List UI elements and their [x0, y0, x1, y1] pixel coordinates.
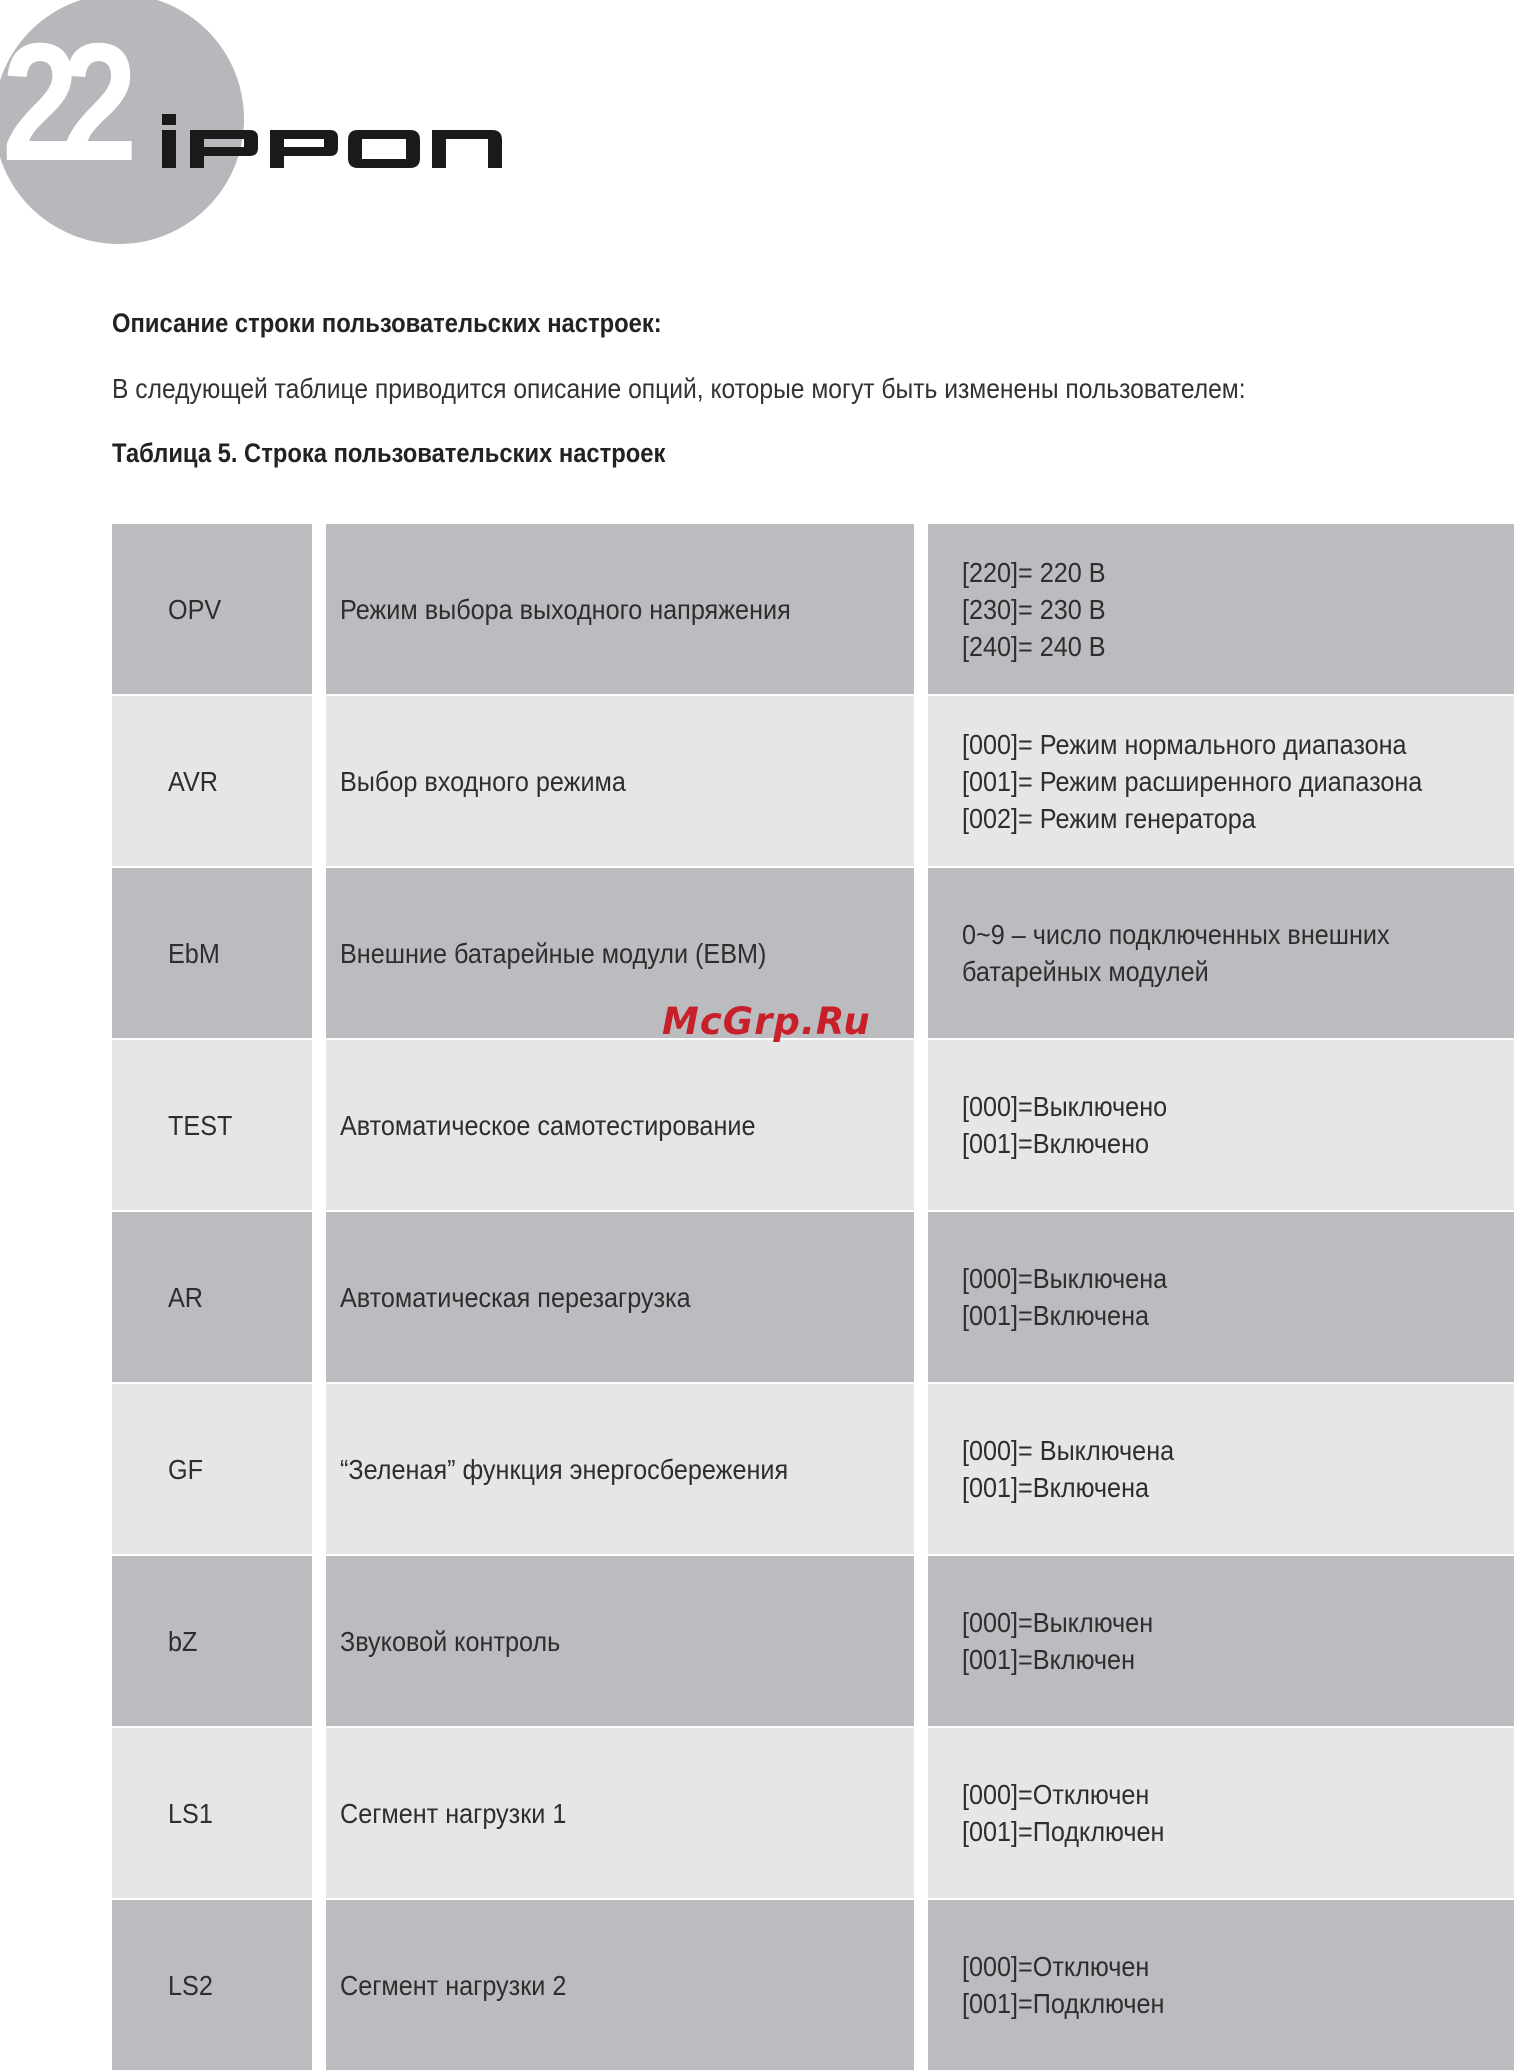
description-cell: [326, 1384, 914, 1554]
setting-options: [962, 1776, 1164, 1850]
code-cell: [112, 868, 312, 1038]
setting-description: “Зеленая” функция энергосбережения: [340, 1453, 789, 1485]
setting-code: bZ: [168, 1625, 198, 1657]
option-line: [240]= 240 В: [962, 630, 1106, 662]
option-line: [000]=Выключена: [962, 1263, 1168, 1294]
setting-options: [962, 1948, 1164, 2022]
code-cell: [112, 1556, 312, 1726]
options-cell: [928, 1040, 1514, 1210]
option-line: [001]=Включено: [962, 1128, 1150, 1159]
code-cell: [112, 1900, 312, 2070]
description-cell: [326, 1900, 914, 2070]
option-line: [001]=Включен: [962, 1644, 1135, 1675]
option-line: [000]=Выключен: [962, 1607, 1154, 1638]
option-line: [000]=Выключено: [962, 1091, 1168, 1122]
setting-description: Сегмент нагрузки 1: [340, 1797, 567, 1829]
section-title: Описание строки пользовательских настроек:: [112, 308, 662, 338]
options-cell: [928, 696, 1514, 866]
watermark-text: McGrp.Ru: [662, 1000, 871, 1043]
option-line: [001]=Включена: [962, 1300, 1150, 1331]
table-row: [112, 694, 1514, 866]
option-line: [001]=Подключен: [962, 1816, 1165, 1847]
table-row: [112, 1210, 1514, 1382]
option-line: [001]= Режим расширенного диапазона: [962, 765, 1423, 797]
setting-code: GF: [168, 1453, 204, 1485]
code-cell: [112, 1384, 312, 1554]
setting-code: OPV: [168, 593, 222, 625]
option-line: [000]= Выключена: [962, 1435, 1175, 1466]
intro-text: В следующей таблице приводится описание опций, которые могут быть изменены пользователем:: [112, 373, 1246, 404]
setting-code: AR: [168, 1281, 204, 1313]
description-cell: [326, 524, 914, 694]
settings-table: [112, 524, 1514, 2070]
table-row: [112, 1898, 1514, 2070]
page-number: 22: [2, 8, 120, 196]
setting-options: [962, 1260, 1167, 1334]
table-row: [112, 524, 1514, 694]
setting-description: Автоматическое самотестирование: [340, 1109, 756, 1141]
options-cell: [928, 1212, 1514, 1382]
description-cell: [326, 696, 914, 866]
table-row: [112, 1554, 1514, 1726]
setting-description: Режим выбора выходного напряжения: [340, 593, 791, 625]
code-cell: [112, 1728, 312, 1898]
setting-description: Внешние батарейные модули (EBM): [340, 937, 767, 969]
code-cell: [112, 524, 312, 694]
option-line: [001]=Подключен: [962, 1988, 1165, 2019]
ippon-logo-graphic: [158, 114, 538, 174]
options-cell: [928, 524, 1514, 694]
description-cell: [326, 1212, 914, 1382]
description-cell: [326, 1728, 914, 1898]
table-caption: Таблица 5. Строка пользовательских настроек: [112, 438, 666, 468]
setting-options: [962, 1432, 1174, 1506]
setting-options: [962, 554, 1106, 665]
option-line: [220]= 220 В: [962, 556, 1106, 588]
option-line: [000]=Отключен: [962, 1779, 1150, 1810]
setting-options: [962, 1604, 1153, 1678]
table-row: [112, 1382, 1514, 1554]
table-row: [112, 1038, 1514, 1210]
options-cell: [928, 868, 1514, 1038]
options-cell: [928, 1728, 1514, 1898]
options-cell: [928, 1556, 1514, 1726]
setting-code: TEST: [168, 1109, 233, 1141]
description-cell: [326, 1040, 914, 1210]
setting-code: LS1: [168, 1797, 213, 1829]
description-cell: [326, 1556, 914, 1726]
code-cell: [112, 696, 312, 866]
table-row: [112, 1726, 1514, 1898]
setting-description: Сегмент нагрузки 2: [340, 1969, 567, 2001]
setting-options: [962, 726, 1422, 837]
option-line: [000]= Режим нормального диапазона: [962, 728, 1407, 760]
setting-description: Выбор входного режима: [340, 765, 626, 797]
code-cell: [112, 1040, 312, 1210]
setting-description: Звуковой контроль: [340, 1625, 561, 1657]
setting-code: EbM: [168, 937, 220, 969]
ippon-logo: [158, 114, 538, 179]
option-line: [002]= Режим генератора: [962, 802, 1256, 834]
setting-code: AVR: [168, 765, 218, 797]
option-line: [000]=Отключен: [962, 1951, 1150, 1982]
setting-description: Автоматическая перезагрузка: [340, 1281, 691, 1313]
options-cell: [928, 1384, 1514, 1554]
setting-code: LS2: [168, 1969, 213, 2001]
option-line: батарейных модулей: [962, 956, 1209, 987]
option-line: 0~9 – число подключенных внешних: [962, 919, 1390, 950]
option-line: [001]=Включена: [962, 1472, 1150, 1503]
code-cell: [112, 1212, 312, 1382]
setting-options: [962, 1088, 1167, 1162]
options-cell: [928, 1900, 1514, 2070]
setting-options: [962, 916, 1390, 990]
option-line: [230]= 230 В: [962, 593, 1106, 625]
